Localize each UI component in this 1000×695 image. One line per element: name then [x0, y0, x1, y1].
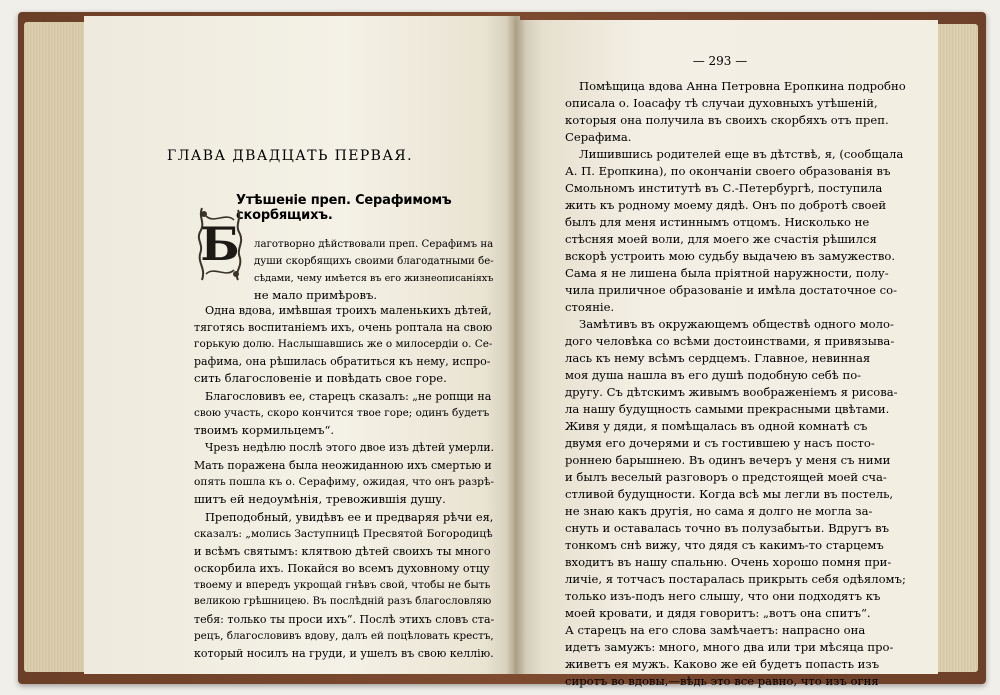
text-line: вскорѣ устроить мою судьбу выдачею въ замужество. — [565, 249, 896, 263]
text-line: стливой будущности. Когда всѣ мы легли въ постель, — [565, 487, 894, 501]
page-edges-right — [934, 24, 978, 672]
text-line: Чрезъ недѣлю послѣ этого двое изъ дѣтей умерли. — [205, 441, 495, 454]
text-line: и всѣмъ святымъ: клятвою дѣтей своихъ ты много — [194, 545, 491, 558]
text-line: которыя она получила въ своихъ скорбяхъ отъ преп. — [565, 113, 889, 127]
text-line: роннею барышнею. Въ одинъ вечеръ у меня съ ними — [565, 453, 891, 467]
text-line: моя душа нашла въ его душѣ подобную себѣ по- — [565, 368, 862, 382]
text-line: сѣдами, чему имѣется въ его жизнеописаніяхъ — [254, 273, 494, 284]
text-line: сказалъ: „молись Заступницѣ Пресвятой Богородицѣ — [194, 528, 493, 540]
text-line: другу. Съ дѣтскимъ живымъ воображеніемъ я рисова- — [565, 385, 898, 399]
text-line: рафима, она рѣшилась обратиться къ нему, испро- — [194, 355, 491, 368]
text-line: души скорбящихъ своими благодатными бе- — [254, 256, 494, 267]
text-line: Замѣтивъ въ окружающемъ обществѣ одного моло- — [579, 317, 894, 331]
text-line: твоему и впередъ укрощай гнѣвъ свой, чтобы не быть — [194, 579, 491, 591]
text-line: Одна вдова, имѣвшая троихъ маленькихъ дѣтей, — [205, 304, 492, 317]
text-line: тяготясь воспитаніемъ ихъ, очень роптала на свою — [194, 321, 493, 334]
text-line: ла нашу будущность самыми прекрасными цвѣтами. — [565, 402, 890, 416]
text-line: сить благословеніе и повѣдать свое горе. — [194, 371, 447, 385]
text-line: снуть и оставалась точно въ полузабытьи. Вдругъ въ — [565, 521, 890, 535]
drop-cap-letter: Б — [200, 217, 240, 271]
text-line: великою грѣшницею. Въ послѣдній разъ благословляю — [194, 596, 492, 607]
text-line: свою участь, скоро кончится твое горе; одинъ будетъ — [194, 407, 490, 419]
text-line: чила приличное образованіе и имѣла достаточное со- — [565, 283, 898, 297]
text-line: Сама я не лишена была пріятной наружности, полу- — [565, 266, 889, 280]
text-line: Лишившись родителей еще въ дѣтствѣ, я, (сообщала — [579, 147, 904, 161]
text-line: входитъ въ нашу спальню. Очень хорошо помня при- — [565, 555, 892, 569]
text-line: твоимъ кормильцемъ“. — [194, 423, 335, 437]
text-line: моей кровати, и дядя говоритъ: „вотъ она спитъ“. — [565, 606, 871, 620]
page-number: — 293 — — [692, 54, 748, 68]
text-line: только изъ-подъ него слышу, что они подходятъ къ — [565, 589, 881, 603]
text-line: былъ для меня истиннымъ отцомъ. Нисколько не — [565, 215, 870, 229]
text-line: не знаю какъ другія, но сама я долго не могла за- — [565, 504, 873, 518]
text-line: Преподобный, увидѣвъ ее и предваряя рѣчи ея, — [205, 510, 494, 524]
text-line: стояніе. — [565, 300, 615, 314]
text-line: который носилъ на груди, и ушелъ въ свою келлію. — [194, 647, 494, 660]
drop-cap — [196, 204, 244, 284]
text-line: тебя: только ты проси ихъ“. Послѣ этихъ словъ ста- — [194, 613, 495, 626]
text-line: и былъ веселый разговоръ о предстоящей моей сча- — [565, 470, 887, 484]
text-line: Мать поражена была неожиданною ихъ смертью и — [194, 459, 492, 472]
text-line: личіе, я тотчасъ постаралась прикрыть себя одѣяломъ; — [565, 572, 906, 586]
chapter-title: ГЛАВА ДВАДЦАТЬ ПЕРВАЯ. — [167, 148, 413, 164]
book-gutter — [506, 16, 526, 674]
text-line: опять пошла къ о. Серафиму, ожидая, что онъ разрѣ- — [194, 476, 494, 488]
text-line: шитъ ей недоумѣнія, тревожившія душу. — [194, 492, 446, 506]
text-line: не мало примѣровъ. — [254, 288, 378, 302]
text-line: рецъ, благословивъ вдову, далъ ей поцѣловать крестъ, — [194, 630, 494, 642]
text-line: Смольномъ институтѣ въ С.-Петербургѣ, поступила — [565, 181, 883, 195]
text-line: тонкомъ снѣ вижу, что дядя съ какимъ-то старцемъ — [565, 538, 884, 552]
text-line: Помѣщица вдова Анна Петровна Еропкина подробно — [579, 79, 906, 93]
text-line: двумя его дочерями и съ гостившею у насъ посто- — [565, 436, 875, 450]
text-line: сиротъ во вдовы,—вѣдь это все равно, что изъ огня — [565, 674, 879, 688]
text-line: оскорбила ихъ. Покайся во всемъ духовному отцу — [194, 562, 490, 575]
text-line: лаготворно дѣйствовали преп. Серафимъ на — [254, 239, 494, 250]
text-line: жить къ родному моему дядѣ. Онъ по добротѣ своей — [565, 198, 887, 212]
text-line: лась къ нему всѣмъ сердцемъ. Главное, невинная — [565, 351, 871, 365]
text-line: Благословивъ ее, старецъ сказалъ: „не ропщи на — [205, 390, 492, 403]
text-line: дого человѣка со всѣми достоинствами, я привязыва- — [565, 334, 895, 348]
text-line: идетъ замужъ: много, много два или три мѣсяца про- — [565, 640, 894, 654]
text-line: Живя у дяди, я помѣщалась въ одной комнатѣ съ — [565, 419, 868, 433]
text-line: А старецъ на его слова замѣчаетъ: напрасно она — [565, 623, 866, 637]
text-line: горькую долю. Наслышавшись же о милосердіи о. Се- — [194, 338, 493, 350]
page-edges-left — [24, 22, 88, 672]
text-line: описала о. Іоасафу тѣ случаи духовныхъ утѣшеній, — [565, 96, 878, 110]
text-line: живетъ ея мужъ. Каково же ей будетъ попасть изъ — [565, 657, 880, 671]
text-line: А. П. Еропкина), по окончаніи своего образованія въ — [565, 164, 891, 178]
section-title: Утѣшеніе преп. Серафимомъ скорбящихъ. — [236, 193, 452, 223]
text-line: Серафима. — [565, 130, 632, 144]
text-line: стѣсняя моей воли, для моего же счастія рѣшился — [565, 232, 877, 246]
